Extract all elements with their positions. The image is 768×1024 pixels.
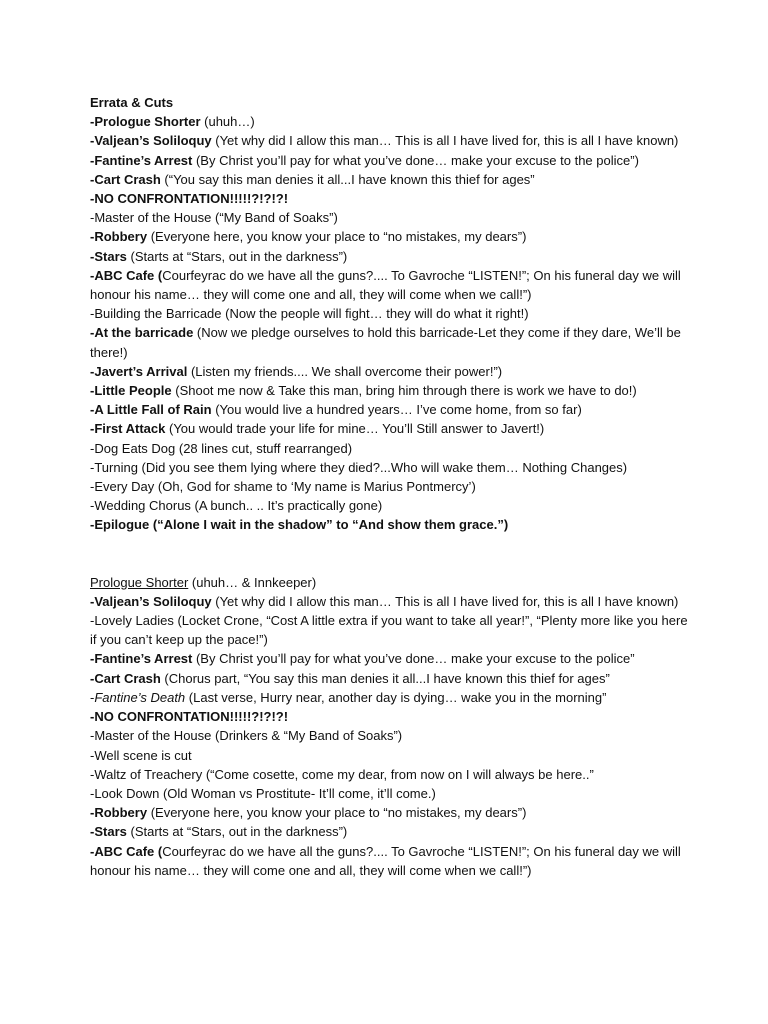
item-note: (You would trade your life for mine… You’ll Still answer to Javert!): [165, 421, 545, 437]
list-item: [90, 688, 688, 707]
item-note: (Listen my friends.... We shall overcome their power!”): [187, 363, 503, 379]
item-note: (Everyone here, you know your place to “no mistakes, my dears”): [147, 805, 527, 821]
item-note: (By Christ you’ll pay for what you’ve done… make your excuse to the police”: [192, 651, 635, 667]
item-title: NO CONFRONTATION!!!!!?!?!?!: [94, 191, 289, 207]
item-note: (uhuh…): [200, 114, 255, 130]
item-dash: -: [90, 805, 95, 821]
list-item: [90, 227, 688, 246]
section-gap: [90, 535, 688, 573]
item-note: -Wedding Chorus (A bunch.. .. It’s practically gone): [90, 498, 383, 514]
list-item: [90, 515, 688, 534]
list-item: [90, 208, 688, 227]
item-title: -ABC Cafe (: [90, 843, 163, 859]
item-note: Courfeyrac do we have all the guns?.... To Gavroche “LISTEN!”; On his funeral day we will honour his name… they will come one and all, they will come when we call!”): [90, 267, 681, 303]
cuts-list: [90, 573, 688, 880]
item-dash: -: [90, 171, 95, 187]
list-item: [90, 266, 688, 304]
item-note: (Everyone here, you know your place to “no mistakes, my dears”): [147, 229, 527, 245]
item-note: (By Christ you’ll pay for what you’ve done… make your excuse to the police”): [192, 152, 639, 168]
item-title: Fantine’s Arrest: [94, 152, 193, 168]
item-title: Fantine’s Death: [94, 689, 186, 705]
item-title: Cart Crash: [94, 171, 161, 187]
item-dash: -: [90, 689, 95, 705]
list-item: [90, 765, 688, 784]
item-dash: -: [90, 593, 95, 609]
item-title: Robbery: [94, 805, 148, 821]
item-note: (Yet why did I allow this man… This is all I have lived for, this is all I have known): [211, 593, 679, 609]
item-dash: -: [90, 229, 95, 245]
item-dash: -: [90, 152, 95, 168]
item-dash: -: [90, 133, 95, 149]
item-title: -First Attack: [90, 421, 166, 437]
item-dash: -: [90, 363, 95, 379]
item-note: (“You say this man denies it all...I have known this thief for ages”: [160, 171, 535, 187]
item-title: Robbery: [94, 229, 148, 245]
item-dash: -: [90, 651, 95, 667]
item-note: (Now we pledge ourselves to hold this barricade-Let they come if they dare, We’ll be there!): [90, 325, 681, 360]
list-item: [90, 458, 688, 477]
item-title: -ABC Cafe (: [90, 267, 163, 283]
item-note: (Last verse, Hurry near, another day is dying… wake you in the morning”: [185, 689, 607, 705]
item-note: (Shoot me now & Take this man, bring him through there is work we have to do!): [171, 383, 637, 399]
item-title: Valjean’s Soliloquy: [94, 133, 212, 149]
errata-list: [90, 112, 688, 534]
item-note: (Starts at “Stars, out in the darkness”): [126, 824, 348, 840]
item-note: -Master of the House (Drinkers & “My Band of Soaks”): [90, 728, 403, 744]
item-note: -Lovely Ladies (Locket Crone, “Cost A little extra if you want to take all year!”, “Plenty more like you here if you can’t keep up the pace!”): [90, 613, 688, 648]
item-title: Stars: [94, 824, 127, 840]
item-note: -Waltz of Treachery (“Come cosette, come my dear, from now on I will always be here..”: [90, 766, 594, 782]
item-note: -Every Day (Oh, God for shame to ‘My name is Marius Pontmercy’): [90, 479, 476, 495]
list-item: [90, 496, 688, 515]
item-title: Prologue Shorter: [90, 574, 189, 590]
list-item: [90, 170, 688, 189]
list-item: [90, 726, 688, 745]
item-title: Valjean’s Soliloquy: [94, 593, 212, 609]
list-item: [90, 611, 688, 649]
list-item: [90, 592, 688, 611]
item-note: -Master of the House (“My Band of Soaks”): [90, 210, 338, 226]
item-note: (Yet why did I allow this man… This is all I have lived for, this is all I have known): [211, 133, 679, 149]
item-title: Fantine’s Arrest: [94, 651, 193, 667]
list-item: [90, 419, 688, 438]
item-note: (Starts at “Stars, out in the darkness”): [126, 248, 348, 264]
list-item: [90, 151, 688, 170]
item-note: Courfeyrac do we have all the guns?.... To Gavroche “LISTEN!”; On his funeral day we will honour his name… they will come one and all, they will come when we call!”): [90, 843, 681, 878]
list-item: [90, 400, 688, 419]
list-item: [90, 707, 688, 726]
item-note: (Chorus part, “You say this man denies it all...I have known this thief for ages”: [160, 670, 610, 686]
item-note: -Turning (Did you see them lying where they died?...Who will wake them… Nothing Changes): [90, 459, 628, 475]
item-dash: -: [90, 248, 95, 264]
item-title: NO CONFRONTATION!!!!!?!?!?!: [94, 709, 289, 725]
document-title: Errata & Cuts: [90, 95, 174, 110]
item-note: (uhuh… & Innkeeper): [188, 574, 317, 590]
list-item: [90, 803, 688, 822]
list-item: [90, 189, 688, 208]
item-title: -Little People: [90, 383, 172, 399]
list-item: [90, 784, 688, 803]
item-dash: -: [90, 709, 95, 725]
list-item: [90, 842, 688, 880]
item-note: -Dog Eats Dog (28 lines cut, stuff rearranged): [90, 440, 353, 456]
list-item: [90, 362, 688, 381]
list-item: [90, 323, 688, 361]
list-item: [90, 477, 688, 496]
item-note: (You would live a hundred years… I’ve come home, from so far): [211, 402, 582, 418]
list-item: [90, 304, 688, 323]
item-dash: -: [90, 191, 95, 207]
item-title: -At the barricade: [90, 325, 194, 341]
list-item: [90, 112, 688, 131]
item-title: Prologue Shorter: [94, 114, 201, 130]
item-title: Javert’s Arrival: [94, 363, 188, 379]
item-title: Cart Crash: [94, 670, 161, 686]
list-item: [90, 573, 688, 592]
list-item: [90, 131, 688, 150]
item-note: -Well scene is cut: [90, 747, 192, 763]
item-title: Stars: [94, 248, 127, 264]
item-dash: -: [90, 670, 95, 686]
list-item: [90, 439, 688, 458]
list-item: [90, 247, 688, 266]
list-item: [90, 746, 688, 765]
list-item: [90, 669, 688, 688]
list-item: [90, 649, 688, 668]
list-item: [90, 381, 688, 400]
item-note: -Look Down (Old Woman vs Prostitute- It’ll come, it’ll come.): [90, 785, 436, 801]
item-note: -Building the Barricade (Now the people will fight… they will do what it right!): [90, 306, 529, 322]
item-dash: -: [90, 114, 95, 130]
list-item: [90, 822, 688, 841]
item-title: -Epilogue (“Alone I wait in the shadow” to “And show them grace.”): [90, 517, 509, 533]
item-title: -A Little Fall of Rain: [90, 402, 212, 418]
item-dash: -: [90, 824, 95, 840]
